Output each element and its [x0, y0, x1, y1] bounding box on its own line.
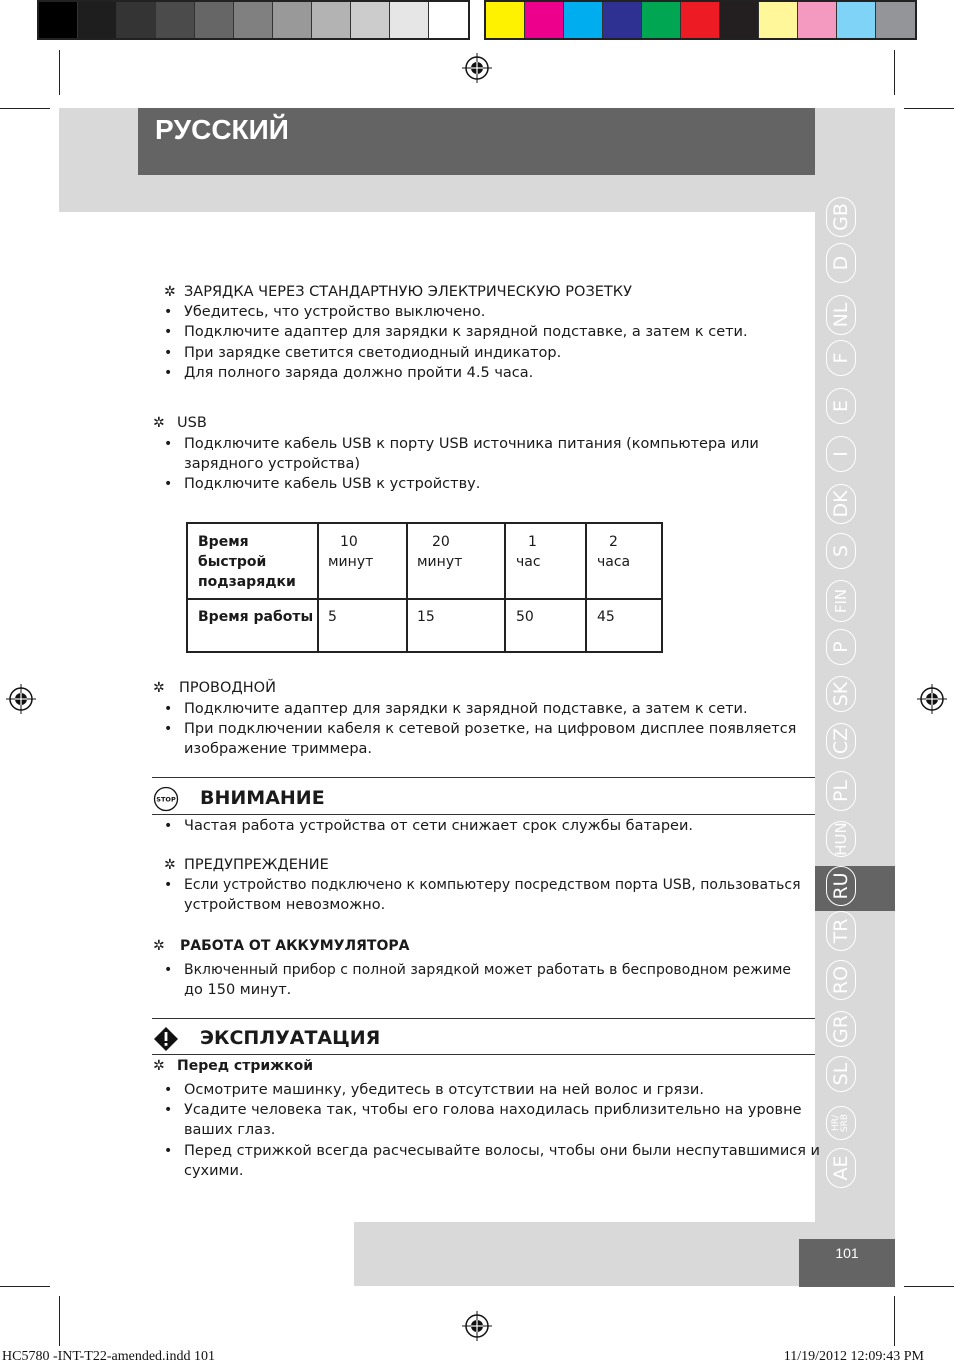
bullet: •: [164, 877, 173, 893]
table-cell: [597, 532, 630, 572]
section-heading-corded: ПРОВОДНОЙ: [179, 680, 276, 696]
list-item: Перед стрижкой всегда расчесывайте волосы, чтобы они были неспутавшимися и: [184, 1143, 820, 1159]
bullet: •: [164, 818, 173, 834]
warning-exclamation-icon: [153, 1026, 179, 1052]
language-tab-pl[interactable]: [826, 771, 856, 811]
color-swatch: [798, 2, 837, 38]
table-cell-unit: минут: [328, 554, 374, 570]
list-item: Усадите человека так, чтобы его голова находилась приблизительно на уровне: [184, 1102, 802, 1118]
language-tab-hun[interactable]: [826, 821, 856, 857]
color-swatch: [486, 2, 525, 38]
language-tab-gr[interactable]: [826, 1011, 856, 1047]
color-swatch: [564, 2, 603, 38]
color-swatch: [156, 2, 195, 38]
section-heading-operation: ЭКСПЛУАТАЦИЯ: [200, 1027, 381, 1049]
list-item: При зарядке светится светодиодный индикатор.: [184, 345, 562, 361]
table-rule: [317, 524, 319, 651]
table-cell: 5: [328, 609, 337, 625]
table-cell: подзарядки: [198, 574, 296, 590]
language-tab-label: P: [830, 641, 852, 653]
language-tab-label: I: [830, 451, 852, 457]
bullet: •: [164, 1082, 173, 1098]
section-heading-usb: USB: [177, 415, 207, 431]
table-cell: [328, 532, 373, 572]
color-swatch: [78, 2, 117, 38]
color-swatch: [429, 2, 468, 38]
language-tab-gb[interactable]: [826, 197, 856, 237]
table-cell-number: 20: [432, 534, 450, 550]
language-tab-label: HR/ SRB: [831, 1113, 850, 1133]
color-swatch: [273, 2, 312, 38]
print-slug-date: 11/19/2012 12:09:43 PM: [783, 1349, 924, 1364]
table-rule: [188, 598, 661, 600]
color-swatch: [720, 2, 759, 38]
bullet-star-icon: ✲: [153, 1058, 165, 1074]
section-heading-caution: ВНИМАНИЕ: [200, 787, 325, 809]
color-swatch: [837, 2, 876, 38]
table-rule: [585, 524, 587, 651]
language-tab-cz[interactable]: [826, 723, 856, 759]
bullet: •: [164, 962, 173, 978]
language-tab-label: GR: [830, 1015, 852, 1043]
bullet-star-icon: ✲: [153, 680, 165, 696]
language-tab-s[interactable]: [826, 533, 856, 569]
registration-mark-icon: [917, 684, 947, 714]
color-swatch: [39, 2, 78, 38]
table-cell: [516, 532, 541, 572]
color-swatch: [681, 2, 720, 38]
table-cell: Время: [198, 534, 249, 550]
language-tab-label: RO: [830, 965, 852, 995]
bullet: •: [164, 345, 173, 361]
svg-text:STOP: STOP: [156, 795, 176, 804]
color-swatch: [195, 2, 234, 38]
bullet: •: [164, 1143, 173, 1159]
crop-mark: [894, 50, 895, 95]
list-item: Убедитесь, что устройство выключено.: [184, 304, 486, 320]
section-heading-charging: ЗАРЯДКА ЧЕРЕЗ СТАНДАРТНУЮ ЭЛЕКТРИЧЕСКУЮ РОЗЕТКУ: [184, 284, 632, 300]
language-tab-label: CZ: [830, 727, 852, 755]
page-number: 101: [835, 1245, 859, 1261]
color-swatch: [642, 2, 681, 38]
language-tab-ru[interactable]: [826, 866, 856, 906]
language-tab-label: FIN: [832, 588, 850, 614]
bullet: •: [164, 721, 173, 737]
language-tab-label: SK: [830, 681, 852, 707]
bullet: •: [164, 476, 173, 492]
language-tab-sk[interactable]: [826, 676, 856, 712]
color-swatch: [876, 2, 915, 38]
color-swatch: [603, 2, 642, 38]
bullet: •: [164, 304, 173, 320]
table-row-header: [198, 532, 296, 592]
table-cell: 15: [417, 609, 435, 625]
list-item-continued: ваших глаз.: [184, 1122, 276, 1138]
language-tab-dk[interactable]: [826, 484, 856, 524]
table-cell-number: 10: [340, 534, 358, 550]
bullet: •: [164, 436, 173, 452]
crop-mark: [904, 1286, 954, 1287]
list-item-continued: сухими.: [184, 1163, 244, 1179]
language-tab-d[interactable]: [826, 243, 856, 283]
language-tab-label: PL: [830, 779, 852, 803]
language-tab-p[interactable]: [826, 629, 856, 665]
list-item: Для полного заряда должно пройти 4.5 часа.: [184, 365, 534, 381]
language-tab-f[interactable]: [826, 340, 856, 376]
table-cell-unit: часа: [597, 554, 631, 570]
divider: [152, 814, 815, 815]
divider: [152, 1054, 815, 1055]
grayscale-color-bar: [37, 0, 470, 40]
registration-mark-icon: [462, 1311, 492, 1341]
color-swatch: [525, 2, 564, 38]
table-cell-unit: час: [516, 554, 541, 570]
divider: [152, 1018, 815, 1019]
language-tab-label: AE: [830, 1155, 852, 1181]
language-tab-label: DK: [830, 490, 852, 518]
crop-mark: [904, 108, 954, 109]
language-tab-sl[interactable]: [826, 1056, 856, 1092]
table-row-header: Время работы: [198, 609, 314, 625]
bullet: •: [164, 1102, 173, 1118]
list-item: Подключите адаптер для зарядки к зарядной подставке, а затем к сети.: [184, 701, 748, 717]
table-cell: 45: [597, 609, 615, 625]
language-tab-tr[interactable]: [826, 911, 856, 951]
page-title: PУССКИЙ: [155, 114, 289, 145]
language-tab-ro[interactable]: [826, 960, 856, 1000]
list-item: Включенный прибор с полной зарядкой может работать в беспроводном режиме: [184, 962, 792, 978]
table-rule: [504, 524, 506, 651]
bullet-star-icon: ✲: [153, 415, 165, 431]
color-swatch: [117, 2, 156, 38]
bullet-star-icon: ✲: [164, 857, 176, 873]
language-tab-label: E: [830, 399, 852, 413]
bullet-star-icon: ✲: [164, 284, 176, 300]
language-tab-label: HUN: [832, 822, 850, 856]
battery-heading: РАБОТА ОТ АККУМУЛЯТОРА: [180, 938, 410, 954]
bullet: •: [164, 324, 173, 340]
warning-heading: ПРЕДУПРЕЖДЕНИЕ: [184, 857, 329, 873]
language-tab-label: F: [830, 352, 852, 364]
language-tab-label: D: [830, 255, 852, 271]
language-tab-label: GB: [830, 203, 852, 231]
registration-mark-icon: [462, 53, 492, 83]
cmyk-color-bar: [484, 0, 917, 40]
list-item: Если устройство подключено к компьютеру посредством порта USB, пользоваться: [184, 877, 801, 893]
charge-time-table: [186, 522, 663, 653]
table-cell: [417, 532, 462, 572]
table-cell-number: 1: [528, 534, 537, 550]
color-swatch: [390, 2, 429, 38]
print-slug-file: HC5780 -INT-T22-amended.indd 101: [2, 1349, 215, 1364]
list-item: Подключите кабель USB к устройству.: [184, 476, 481, 492]
stop-sign-icon: [153, 786, 179, 812]
table-cell-number: 2: [609, 534, 618, 550]
list-item: При подключении кабеля к сетевой розетке, на цифровом дисплее появляется: [184, 721, 797, 737]
crop-mark: [59, 50, 60, 95]
table-cell-unit: минут: [417, 554, 463, 570]
list-item-continued: изображение триммера.: [184, 741, 373, 757]
bullet: •: [164, 365, 173, 381]
list-item-continued: зарядного устройства): [184, 456, 361, 472]
list-item: Осмотрите машинку, убедитесь в отсутствии на ней волос и грязи.: [184, 1082, 704, 1098]
table-cell: быстрой: [198, 554, 267, 570]
crop-mark: [59, 1296, 60, 1346]
sub-heading: Перед стрижкой: [177, 1058, 314, 1074]
language-tab-i[interactable]: [826, 436, 856, 472]
crop-mark: [0, 108, 50, 109]
language-tab-e[interactable]: [826, 388, 856, 424]
language-tab-label: NL: [830, 302, 852, 328]
language-tab-label: RU: [830, 872, 852, 900]
color-swatch: [234, 2, 273, 38]
language-tab-fin[interactable]: [826, 580, 856, 622]
list-item-continued: до 150 минут.: [184, 982, 292, 998]
language-tab-ae[interactable]: [826, 1148, 856, 1188]
crop-mark: [894, 1296, 895, 1346]
list-item: Частая работа устройства от сети снижает срок службы батареи.: [184, 818, 693, 834]
bullet-star-icon: ✲: [153, 938, 165, 954]
table-cell: 50: [516, 609, 534, 625]
table-rule: [406, 524, 408, 651]
color-swatch: [351, 2, 390, 38]
list-item: Подключите кабель USB к порту USB источника питания (компьютера или: [184, 436, 759, 452]
language-tab-label: SL: [830, 1062, 852, 1086]
divider: [152, 777, 815, 778]
language-tab-hrsrb[interactable]: [826, 1106, 856, 1140]
crop-mark: [0, 1286, 50, 1287]
language-tab-nl[interactable]: [826, 295, 856, 335]
list-item: Подключите адаптер для зарядки к зарядной подставке, а затем к сети.: [184, 324, 748, 340]
language-tab-label: S: [830, 544, 852, 558]
bullet: •: [164, 701, 173, 717]
color-swatch: [312, 2, 351, 38]
language-tab-label: TR: [830, 918, 852, 944]
registration-mark-icon: [6, 684, 36, 714]
list-item-continued: устройством невозможно.: [184, 897, 386, 913]
color-swatch: [759, 2, 798, 38]
